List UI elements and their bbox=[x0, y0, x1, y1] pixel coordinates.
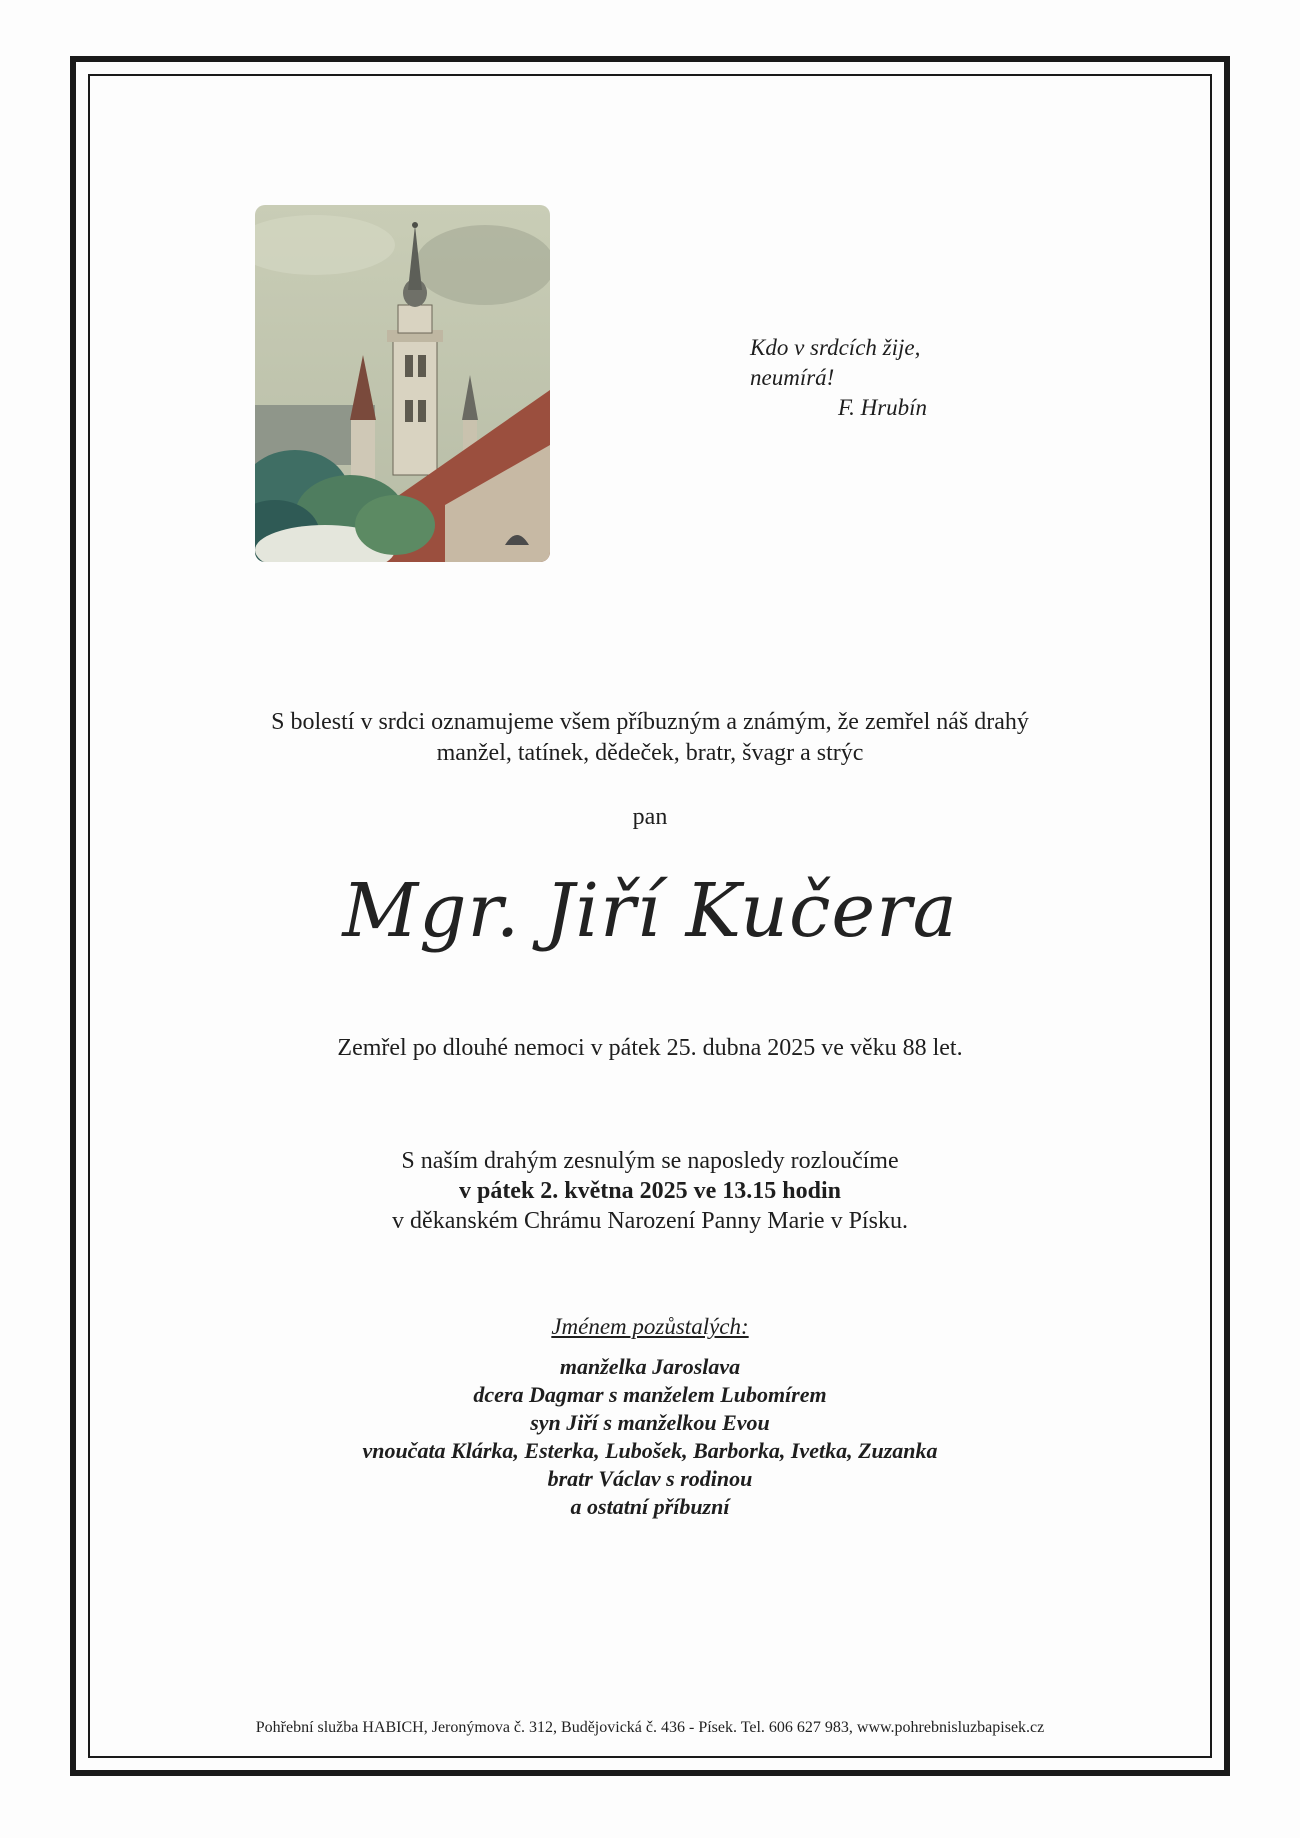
deceased-name: Mgr. Jiří Kučera bbox=[342, 868, 958, 954]
quote-line-1: Kdo v srdcích žije, bbox=[750, 335, 921, 360]
announcement-text bbox=[100, 707, 1200, 769]
quote-author: F. Hrubín bbox=[838, 395, 928, 420]
funeral-date-time: v pátek 2. května 2025 ve 13.15 hodin bbox=[458, 1178, 842, 1204]
survivor-item: dcera Dagmar s manželem Lubomírem bbox=[473, 1382, 827, 1407]
survivor-item: syn Jiří s manželkou Evou bbox=[530, 1410, 770, 1435]
survivor-item: bratr Václav s rodinou bbox=[547, 1466, 753, 1491]
funeral-line-1: S naším drahým zesnulým se naposledy rozloučíme bbox=[401, 1148, 899, 1174]
epitaph-quote bbox=[750, 333, 1050, 423]
quote-line-2: neumírá! bbox=[750, 365, 835, 390]
announcement-line-2: manžel, tatínek, dědeček, bratr, švagr a strýc bbox=[436, 740, 864, 766]
survivor-item: manželka Jaroslava bbox=[559, 1354, 741, 1379]
survivor-item: vnoučata Klárka, Esterka, Lubošek, Barborka, Ivetka, Zuzanka bbox=[362, 1438, 938, 1463]
church-tower-painting bbox=[255, 205, 550, 562]
death-info: Zemřel po dlouhé nemoci v pátek 25. dubna 2025 ve věku 88 let. bbox=[337, 1035, 963, 1061]
funeral-service-footer: Pohřební služba HABICH, Jeronýmova č. 312, Budějovická č. 436 - Písek. Tel. 606 627 983, www.pohrebnisluzbapisek.cz bbox=[255, 1719, 1045, 1736]
survivors-heading: Jménem pozůstalých: bbox=[551, 1314, 749, 1339]
survivors-list bbox=[100, 1313, 1200, 1521]
announcement-line-1: S bolestí v srdci oznamujeme všem příbuzným a známým, že zemřel náš drahý bbox=[271, 709, 1029, 735]
honorific: pan bbox=[632, 804, 668, 830]
funeral-info bbox=[100, 1146, 1200, 1236]
survivor-item: a ostatní příbuzní bbox=[570, 1494, 730, 1519]
funeral-location: v děkanském Chrámu Narození Panny Marie v Písku. bbox=[392, 1208, 908, 1234]
